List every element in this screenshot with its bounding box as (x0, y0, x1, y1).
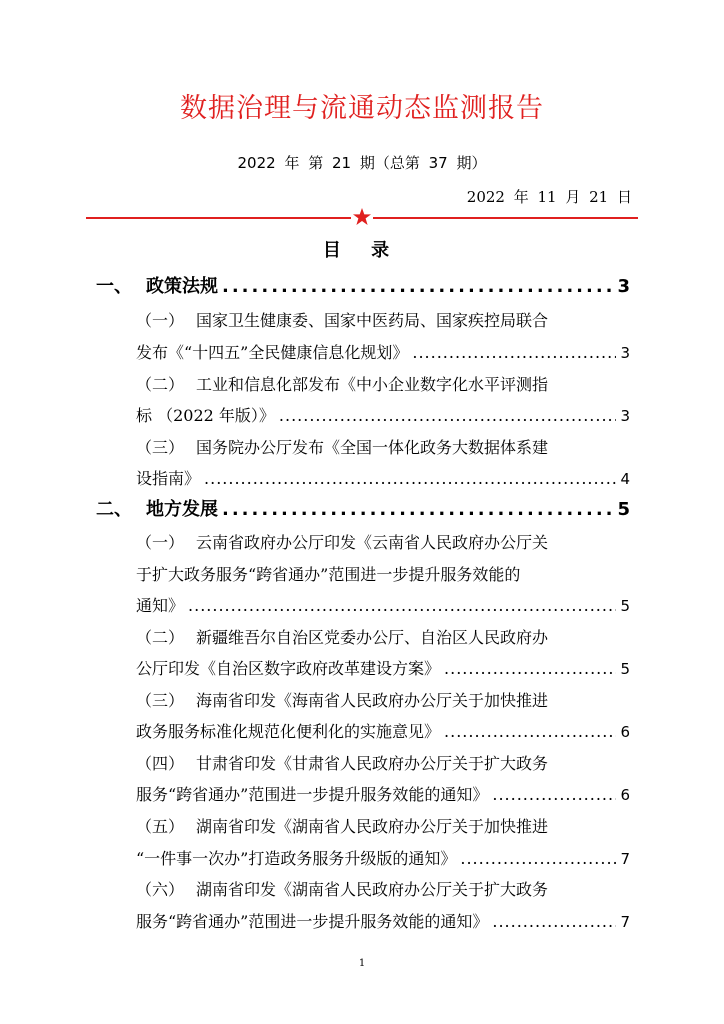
toc-entry-number: （三） (136, 691, 185, 710)
page-number: 1 (358, 958, 366, 969)
toc-page-number: 7 (620, 913, 630, 931)
report-title: 数据治理与流通动态监测报告 (180, 93, 544, 124)
toc-entry-number: （四） (136, 754, 185, 773)
toc-entry-text: 甘肃省印发《甘肃省人民政府办公厅关于扩大政务 (196, 754, 549, 773)
dot-leader (444, 722, 616, 741)
toc-page-number: 4 (620, 470, 630, 488)
toc-entry-number: （五） (136, 817, 185, 836)
toc-heading: 目 录 (322, 240, 402, 261)
toc-entry-text: 于扩大政务服务“跨省通办”范围进一步提升服务效能的 (136, 565, 521, 584)
toc-entry-text: 服务“跨省通办”范围进一步提升服务效能的通知》 (136, 912, 489, 931)
toc-entry-text: 海南省印发《海南省人民政府办公厅关于加快推进 (196, 691, 549, 710)
toc-entry-text: 设指南》 (136, 469, 201, 488)
toc-page-number: 3 (620, 407, 630, 425)
toc-entry-text: 工业和信息化部发布《中小企业数字化水平评测指 (196, 375, 549, 394)
dot-leader (460, 849, 616, 868)
toc-page-number: 5 (617, 499, 630, 520)
toc-section-number: 二、 (96, 499, 132, 520)
toc-entry-text: 国家卫生健康委、国家中医药局、国家疾控局联合 (196, 311, 549, 330)
toc-entry-number: （六） (136, 880, 185, 899)
toc-entry-text: 湖南省印发《湖南省人民政府办公厅关于扩大政务 (196, 880, 549, 899)
toc-page-number: 5 (620, 597, 630, 615)
dot-leader (279, 406, 617, 425)
toc-page-number: 5 (620, 660, 630, 678)
toc-entry-number: （三） (136, 438, 185, 457)
toc-entry-text: 云南省政府办公厅印发《云南省人民政府办公厅关 (196, 533, 549, 552)
toc-entry-text: 国务院办公厅发布《全国一体化政务大数据体系建 (196, 438, 549, 457)
toc-page-number: 3 (620, 344, 630, 362)
dot-leader (222, 276, 613, 297)
issue-line: 2022 年 第 21 期（总第 37 期） (237, 154, 487, 172)
toc-page-number: 6 (620, 723, 630, 741)
toc-section-number: 一、 (96, 276, 132, 297)
dot-leader (492, 785, 616, 804)
toc-section-title: 地方发展 (146, 499, 218, 520)
toc-entry-text: 标 （2022 年版）》 (136, 406, 275, 425)
toc-entry-text: 发布《“十四五”全民健康信息化规划》 (136, 343, 409, 362)
toc-page-number: 6 (620, 786, 630, 804)
toc-page-number: 7 (620, 850, 630, 868)
publish-date: 2022 年 11 月 21 日 (466, 188, 632, 206)
dot-leader (412, 343, 616, 362)
toc-section-title: 政策法规 (146, 276, 218, 297)
toc-entry-text: 服务“跨省通办”范围进一步提升服务效能的通知》 (136, 785, 489, 804)
toc-page-number: 3 (617, 276, 630, 297)
toc-entry-number: （二） (136, 375, 185, 394)
toc-entry-number: （一） (136, 533, 185, 552)
dot-leader (222, 499, 613, 520)
toc-entry-text: “一件事一次办”打造政务服务升级版的通知》 (136, 849, 457, 868)
star-icon (351, 206, 373, 228)
dot-leader (204, 469, 616, 488)
toc-entry-text: 通知》 (136, 596, 185, 615)
toc-entry-text: 公厅印发《自治区数字政府改革建设方案》 (136, 659, 441, 678)
toc-entry-text: 湖南省印发《湖南省人民政府办公厅关于加快推进 (196, 817, 549, 836)
dot-leader (492, 912, 616, 931)
toc-entry-number: （二） (136, 628, 185, 647)
dot-leader (444, 659, 616, 678)
dot-leader (188, 596, 616, 615)
toc-entry-text: 新疆维吾尔自治区党委办公厅、自治区人民政府办 (196, 628, 549, 647)
toc-entry-text: 政务服务标准化规范化便利化的实施意见》 (136, 722, 441, 741)
toc-entry-number: （一） (136, 311, 185, 330)
